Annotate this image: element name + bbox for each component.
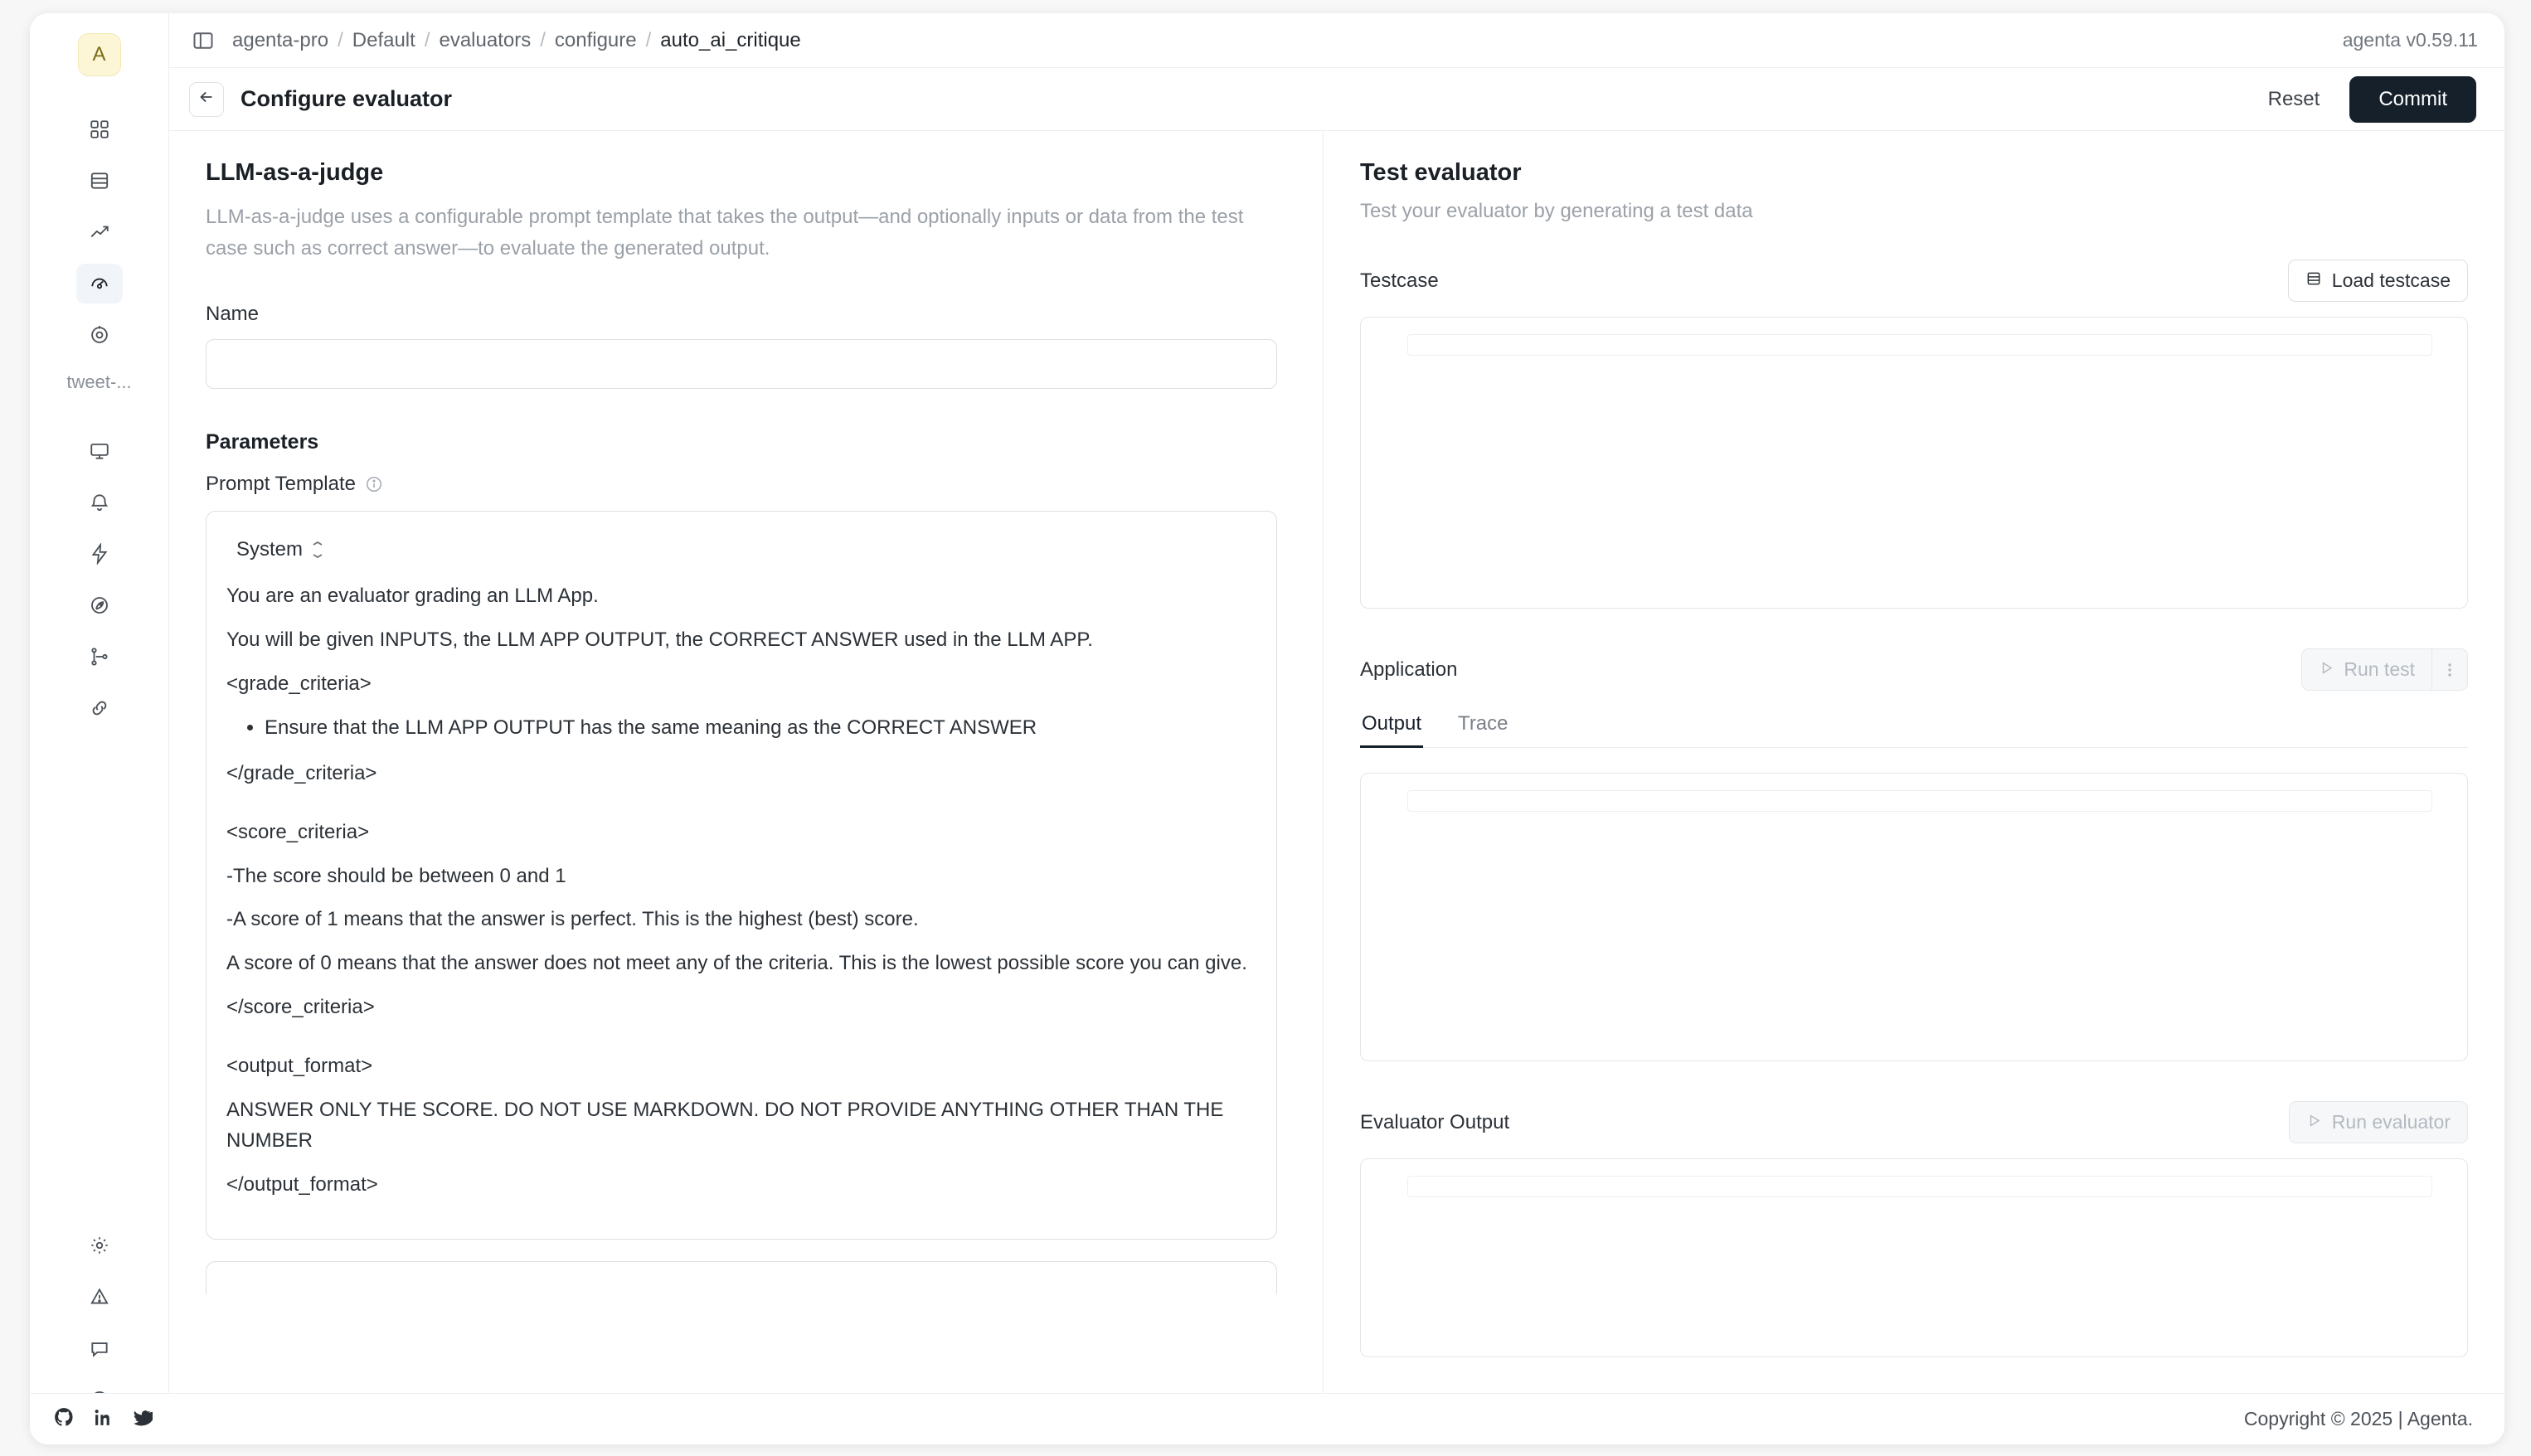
- gear-icon: [89, 1235, 110, 1256]
- prompt-role-value: System: [236, 537, 304, 561]
- database-icon: [89, 170, 110, 192]
- sidebar-item-deployments[interactable]: [76, 585, 123, 625]
- prompt-bullet-item: • Ensure that the LLM APP OUTPUT has the same meaning as the CORRECT ANSWER: [265, 713, 1256, 744]
- info-circle-icon[interactable]: [365, 475, 383, 493]
- rocket-icon: [89, 595, 110, 616]
- editor-placeholder-line: [1407, 334, 2432, 356]
- run-test-split-button[interactable]: [2301, 648, 2468, 691]
- prompt-line: ANSWER ONLY THE SCORE. DO NOT USE MARKDOWN. DO NOT PROVIDE ANYTHING OTHER THAN THE NUMBER: [226, 1099, 1224, 1153]
- linkedin-icon[interactable]: [93, 1407, 114, 1432]
- prompt-line: <output_format>: [226, 1055, 373, 1078]
- header-actions: [2257, 76, 2476, 123]
- name-label: Name: [206, 302, 260, 325]
- breadcrumb-item-0[interactable]: agenta-pro: [232, 28, 329, 51]
- run-test-label: Run test: [2344, 658, 2415, 680]
- twitter-icon[interactable]: [132, 1407, 153, 1432]
- database-icon: [2305, 269, 2322, 292]
- application-label: Application: [1360, 658, 1458, 681]
- prompt-bullet-list: [226, 713, 1256, 744]
- footer-social-links: [30, 1406, 153, 1432]
- sidebar-item-settings[interactable]: [76, 1225, 123, 1265]
- breadcrumb: [231, 29, 803, 52]
- prompt-line: You are an evaluator grading an LLM App.: [226, 584, 599, 607]
- run-test-button[interactable]: [2302, 649, 2431, 690]
- prompt-line: </output_format>: [226, 1173, 378, 1196]
- target-icon: [89, 324, 110, 346]
- prompt-template-row: [206, 473, 1286, 496]
- bolt-icon: [89, 543, 110, 565]
- play-icon: [2319, 658, 2334, 681]
- app-window: [30, 13, 2504, 1444]
- testcase-label: Testcase: [1360, 269, 1439, 292]
- git-branch-icon: [89, 646, 110, 667]
- sidebar-item-warnings[interactable]: [76, 1277, 123, 1317]
- avatar-letter: A: [92, 43, 106, 66]
- sidebar-item-apps[interactable]: [76, 109, 123, 149]
- breadcrumb-item-2[interactable]: evaluators: [439, 28, 532, 51]
- chevron-updown-icon: [311, 541, 324, 558]
- footer: [30, 1393, 2504, 1444]
- testcase-editor[interactable]: [1360, 317, 2468, 609]
- editor-placeholder-line: [1407, 790, 2432, 812]
- parameters-heading: Parameters: [206, 430, 319, 454]
- prompt-line: </score_criteria>: [226, 996, 375, 1019]
- evaluators-icon: [89, 273, 110, 294]
- grid-icon: [89, 119, 110, 140]
- breadcrumb-item-4[interactable]: auto_ai_critique: [660, 28, 801, 51]
- test-evaluator-subtitle: Test your evaluator by generating a test data: [1360, 200, 1753, 222]
- dots-vertical-icon[interactable]: [2432, 649, 2467, 690]
- tab-output[interactable]: Output: [1360, 712, 1423, 747]
- sidebar-item-feedback[interactable]: [76, 1328, 123, 1368]
- sidebar: [30, 13, 169, 1444]
- test-evaluator-pane: [1324, 131, 2504, 1444]
- sidebar-item-testsets[interactable]: [76, 161, 123, 201]
- monitor-icon: [89, 440, 110, 462]
- prompt-line: -The score should be between 0 and 1: [226, 864, 566, 887]
- evaluator-type-title: LLM-as-a-judge: [206, 159, 384, 186]
- prompt-line: <grade_criteria>: [226, 672, 372, 695]
- version-label: agenta v0.59.11: [2342, 29, 2478, 51]
- breadcrumb-separator: /: [338, 28, 343, 51]
- test-evaluator-title: Test evaluator: [1360, 159, 1522, 186]
- sidebar-item-evaluators[interactable]: [76, 264, 123, 303]
- chat-icon: [89, 1337, 110, 1359]
- breadcrumb-item-1[interactable]: Default: [352, 28, 415, 51]
- prompt-line: -A score of 1 means that the answer is perfect. This is the highest (best) score.: [226, 908, 919, 931]
- link-icon: [89, 697, 110, 719]
- copyright-label: Copyright © 2025 | Agenta.: [2243, 1408, 2473, 1429]
- application-tabs: [1360, 712, 2468, 748]
- prompt-template-editor[interactable]: [206, 511, 1277, 1240]
- sidebar-item-endpoints[interactable]: [76, 688, 123, 728]
- sidebar-item-observability[interactable]: [76, 212, 123, 252]
- github-icon[interactable]: [53, 1406, 75, 1432]
- breadcrumb-separator: /: [424, 28, 430, 51]
- tab-trace[interactable]: Trace: [1458, 712, 1508, 735]
- reset-button[interactable]: Reset: [2257, 80, 2332, 119]
- evaluator-output-header-row: [1360, 1101, 2468, 1143]
- bell-icon: [89, 492, 110, 513]
- evaluator-output-editor[interactable]: [1360, 1158, 2468, 1357]
- page-header: [169, 68, 2504, 131]
- topbar: [169, 13, 2504, 68]
- editor-placeholder-line: [1407, 1176, 2432, 1197]
- run-evaluator-label: Run evaluator: [2331, 1111, 2451, 1133]
- chart-line-icon: [89, 221, 110, 243]
- load-testcase-label: Load testcase: [2331, 269, 2451, 291]
- sidebar-item-evaluations[interactable]: [76, 315, 123, 355]
- alert-triangle-icon: [89, 1286, 110, 1308]
- sidebar-item-playground[interactable]: [76, 431, 123, 471]
- breadcrumb-separator: /: [540, 28, 546, 51]
- sidebar-item-automation[interactable]: [76, 534, 123, 574]
- back-button[interactable]: [189, 82, 224, 117]
- avatar[interactable]: [78, 33, 121, 76]
- commit-button[interactable]: Commit: [2349, 76, 2476, 123]
- run-evaluator-button[interactable]: [2289, 1101, 2468, 1143]
- play-icon: [2306, 1111, 2322, 1133]
- prompt-line: <score_criteria>: [226, 820, 370, 843]
- arrow-left-icon: [197, 88, 216, 110]
- prompt-template-label: Prompt Template: [206, 472, 356, 495]
- main-region: [169, 13, 2504, 1444]
- prompt-line: </grade_criteria>: [226, 761, 377, 784]
- name-input[interactable]: [206, 339, 1277, 389]
- prompt-line: A score of 0 means that the answer does not meet any of the criteria. This is the lowest possible score you can give.: [226, 952, 1247, 975]
- evaluator-output-label: Evaluator Output: [1360, 1110, 1510, 1133]
- breadcrumb-item-3[interactable]: configure: [554, 28, 637, 51]
- sidebar-app-label[interactable]: tweet-...: [66, 371, 132, 392]
- next-prompt-message-block[interactable]: [206, 1261, 1277, 1294]
- page-title: Configure evaluator: [240, 86, 453, 111]
- output-editor[interactable]: [1360, 773, 2468, 1061]
- sidebar-item-variants[interactable]: [76, 637, 123, 677]
- application-header-row: [1360, 648, 2468, 691]
- evaluator-description: LLM-as-a-judge uses a configurable prompt template that takes the output—and optionally inputs or data from the test case such as correct answer—to evaluate the generated output.: [206, 206, 1244, 260]
- content-area: [169, 131, 2504, 1444]
- sidebar-toggle-icon[interactable]: [189, 27, 217, 55]
- breadcrumb-separator: /: [645, 28, 652, 51]
- load-testcase-button[interactable]: [2288, 260, 2468, 302]
- prompt-role-select[interactable]: [226, 533, 333, 566]
- testcase-header-row: [1360, 260, 2468, 302]
- sidebar-item-notifications[interactable]: [76, 483, 123, 522]
- prompt-line: You will be given INPUTS, the LLM APP OUTPUT, the CORRECT ANSWER used in the LLM APP.: [226, 628, 1093, 651]
- evaluator-config-pane: [169, 131, 1324, 1444]
